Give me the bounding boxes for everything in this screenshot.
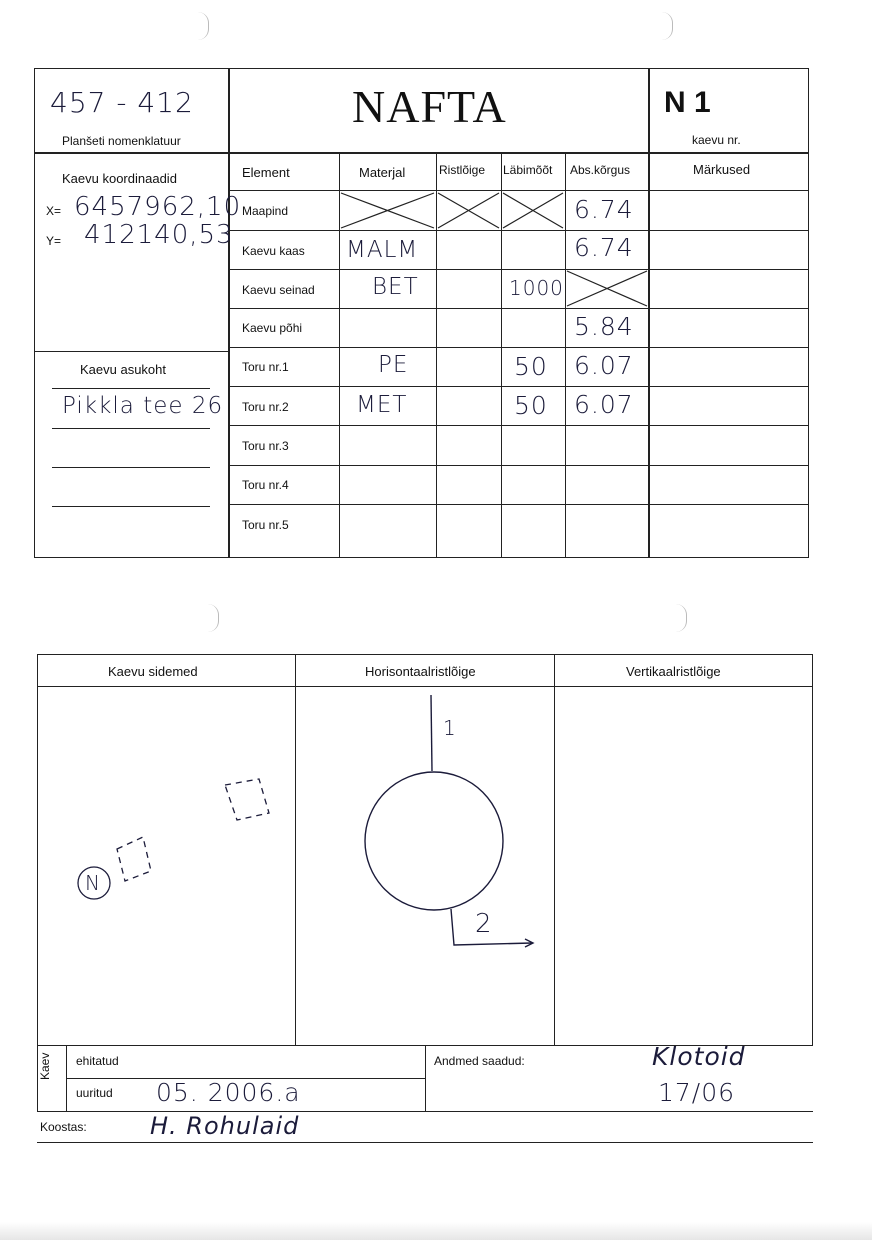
cell-abs-korgus: 6.74 (574, 195, 634, 224)
row-label: Toru nr.1 (242, 360, 289, 374)
location-label: Kaevu asukoht (80, 362, 167, 377)
north-marker: N (85, 871, 101, 895)
row-label: Toru nr.5 (242, 518, 289, 532)
scan-edge-shade (0, 1222, 872, 1240)
col-header-markused: Märkused (693, 162, 751, 177)
cell-labimoot: 1000 (509, 276, 564, 300)
coord-y-prefix: Y= (46, 234, 62, 248)
col-header-abs-korgus: Abs.kõrgus (570, 163, 631, 177)
cell-materjal: MALM (346, 237, 419, 263)
pipe-2-label: 2 (475, 909, 493, 939)
row-label: Maapind (242, 204, 289, 218)
coord-x-prefix: X= (46, 204, 62, 218)
kaev-label: Kaev (38, 1052, 52, 1080)
koostas-label: Koostas: (40, 1120, 87, 1134)
row-label: Toru nr.4 (242, 478, 289, 492)
section-title-horisontaal: Horisontaalristlõige (365, 664, 476, 679)
coord-x-value: 6457962,10 (74, 192, 242, 222)
andmed-saadud-date: 17/06 (658, 1078, 736, 1107)
punch-hole-mark (208, 604, 219, 632)
koostas-signature: H. Rohulaid (150, 1112, 300, 1140)
cell-abs-korgus: 6.07 (574, 351, 634, 380)
row-label: Kaevu seinad (242, 283, 315, 297)
crossed-cells (0, 0, 872, 600)
row-label: Kaevu põhi (242, 321, 303, 335)
cell-abs-korgus: 6.07 (574, 390, 634, 419)
col-header-ristloige: Ristlõige (439, 163, 486, 177)
sheet-label: Planšeti nomenklatuur (62, 134, 181, 148)
cell-materjal: PE (378, 352, 409, 378)
section-title-vertikaal: Vertikaalristlõige (626, 664, 721, 679)
col-header-labimoot: Läbimõõt (503, 163, 553, 177)
cell-materjal: BET (372, 274, 419, 300)
uuritud-label: uuritud (76, 1086, 113, 1100)
sheet-code: 457 - 412 (50, 86, 194, 119)
uuritud-value: 05. 2006.a (156, 1078, 301, 1107)
cell-labimoot: 50 (514, 391, 548, 420)
section-title-sidemed: Kaevu sidemed (108, 664, 198, 679)
andmed-saadud-label: Andmed saadud: (434, 1054, 525, 1068)
location-value: Pikkla tee 26 (62, 393, 224, 419)
coords-label: Kaevu koordinaadid (62, 171, 177, 186)
sidemed-sketch (37, 687, 295, 1045)
row-label: Toru nr.2 (242, 400, 289, 414)
punch-hole-mark (676, 604, 687, 632)
andmed-saadud-value: Klotoid (652, 1042, 746, 1071)
cell-labimoot: 50 (514, 352, 548, 381)
pipe-1-label: 1 (443, 716, 457, 740)
col-header-element: Element (242, 165, 290, 180)
cell-abs-korgus: 5.84 (574, 312, 634, 341)
row-label: Kaevu kaas (242, 244, 305, 258)
well-number: N 1 (664, 86, 711, 119)
cell-abs-korgus: 6.74 (574, 233, 634, 262)
row-label: Toru nr.3 (242, 439, 289, 453)
coord-y-value: 412140,53 (84, 220, 234, 250)
col-header-materjal: Materjal (359, 165, 406, 180)
horizontal-section-sketch (296, 687, 554, 1045)
ehitatud-label: ehitatud (76, 1054, 119, 1068)
cell-materjal: MET (356, 392, 408, 418)
well-number-label: kaevu nr. (692, 133, 741, 147)
page-title: NAFTA (352, 81, 507, 132)
